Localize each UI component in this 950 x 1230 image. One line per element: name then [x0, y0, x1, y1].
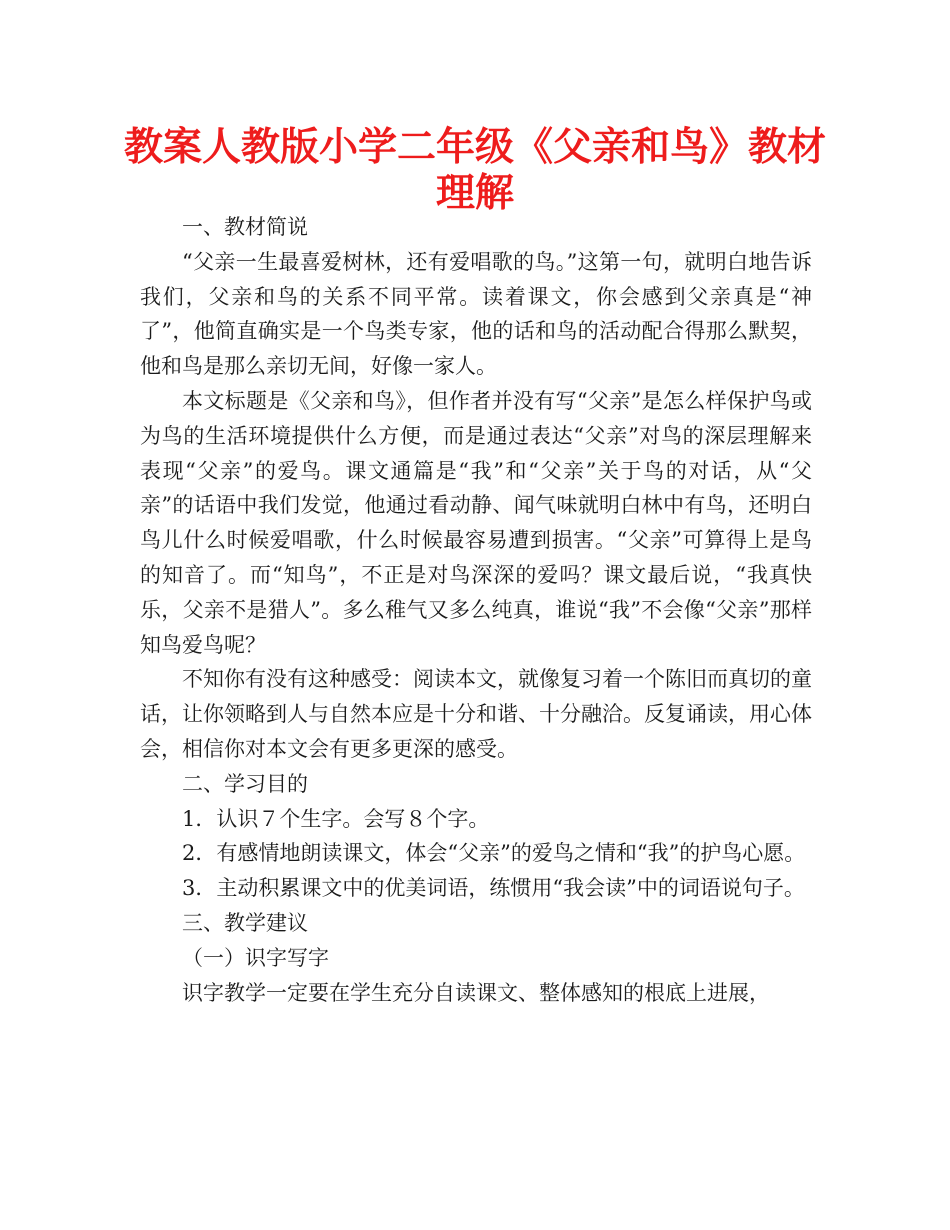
document-title-continued: 理解	[435, 171, 514, 216]
document-body	[140, 210, 812, 1010]
paragraph: 本文标题是《父亲和鸟》，但作者并没有写“父亲”是怎么样保护鸟或为鸟的生活环境提供什么方便，而是通过表达“父亲”对鸟的深层理解来表现“父亲”的爱鸟。课文通篇是“我”和“父亲”关于鸟的对话，从“父亲”的话语中我们发觉，他通过看动静、闻气味就明白林中有鸟，还明白鸟儿什么时候爱唱歌，什么时候最容易遭到损害。“父亲”可算得上是鸟的知音了。而“知鸟”，不正是对鸟深深的爱吗？课文最后说，“我真快乐，父亲不是猎人”。多么稚气又多么纯真，谁说“我”不会像“父亲”那样知鸟爱鸟呢？	[140, 388, 812, 657]
list-item: 2．有感情地朗读课文，体会“父亲”的爱鸟之情和“我”的护鸟心愿。	[182, 841, 806, 866]
paragraph: “父亲一生最喜爱树林，还有爱唱歌的鸟。”这第一句，就明白地告诉我们，父亲和鸟的关系不同平常。读着课文，你会感到父亲真是“神了”，他简直确实是一个鸟类专家，他的话和鸟的活动配合得那么默契，他和鸟是那么亲切无间，好像一家人。	[140, 249, 812, 379]
document-title: 教案人教版小学二年级《父亲和鸟》教材	[123, 125, 826, 170]
subsection-heading: （一）识字写字	[182, 945, 329, 970]
section-heading: 一、教材简说	[182, 215, 308, 239]
list-item: 1．认识７个生字。会写８个字。	[182, 806, 490, 831]
section-heading: 二、学习目的	[182, 771, 308, 796]
paragraph: 识字教学一定要在学生充分自读课文、整体感知的根底上进展，	[182, 980, 770, 1005]
list-item: 3．主动积累课文中的优美词语，练惯用“我会读”中的词语说句子。	[182, 876, 805, 901]
section-heading: 三、教学建议	[182, 910, 308, 935]
paragraph: 不知你有没有这种感受：阅读本文，就像复习着一个陈旧而真切的童话，让你领略到人与自然本应是十分和谐、十分融洽。反复诵读，用心体会，相信你对本文会有更多更深的感受。	[140, 667, 812, 761]
